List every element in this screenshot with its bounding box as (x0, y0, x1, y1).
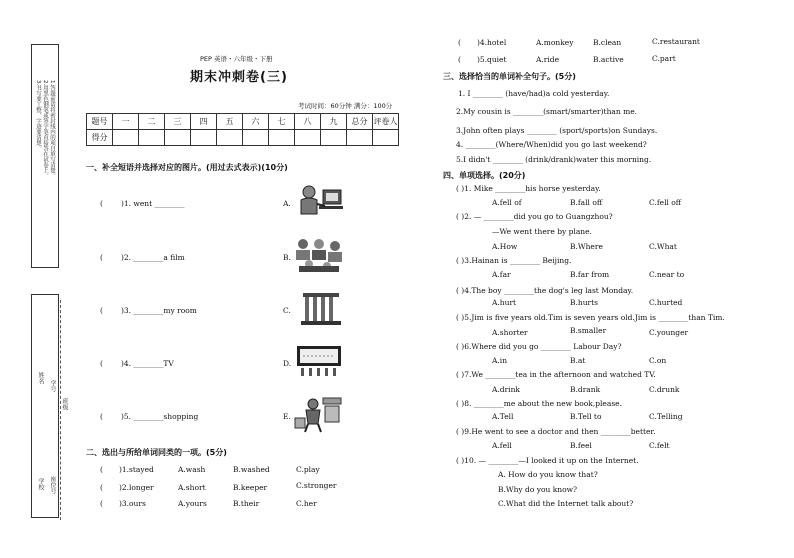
sec2-row-1: ( )1.stayed (100, 465, 154, 474)
sec2-opt: B.clean (593, 38, 622, 47)
sec4-opt: C.What (649, 242, 677, 251)
pic-letter-d: D. (283, 359, 292, 368)
notice-text-3: 3.书写要工整，字迹要清楚。 (35, 80, 41, 152)
sec4-opt: A.Tell (492, 412, 514, 421)
sec2-row-5: ( )5.quiet (458, 55, 507, 64)
score-table (86, 113, 399, 146)
sec4-q5: ( )5.Jim is five years old.Tim is seven years old.Jim is ________than Tim. (456, 313, 725, 322)
sec4-opt: B.Where (570, 242, 603, 251)
score-cell: 得分 (87, 130, 113, 146)
sec4-opt: A.hurt (492, 298, 517, 307)
score-input[interactable] (347, 130, 373, 146)
section-3-title: 三、选择恰当的单词补全句子。(5分) (443, 72, 576, 81)
sec4-opt: A. How do you know that? (498, 470, 598, 479)
sec2-opt: C.her (296, 499, 317, 508)
sec4-opt: B.drank (570, 385, 601, 394)
sec4-q1: ( )1. Mike ________his horse yesterday. (456, 184, 601, 193)
notice-text-2: 2.用黑色钢笔或签字笔直接答在试卷上。 (42, 80, 48, 179)
score-cell: 二 (139, 114, 165, 130)
sec4-q2: ( )2. — ________did you go to Guangzhou? (456, 212, 613, 221)
sec4-opt: B.at (570, 356, 586, 365)
score-cell: 三 (165, 114, 191, 130)
sec3-line-2: 2.My cousin is ________(smart/smarter)than me. (456, 107, 638, 116)
answer-blank[interactable]: ________my room (133, 306, 197, 315)
sec4-opt: A.drink (492, 385, 520, 394)
score-cell: 题号 (87, 114, 113, 130)
sec2-row-4: ( )4.hotel (458, 38, 507, 47)
sec1-item-4: ( )4. ________TV (100, 359, 174, 368)
sec4-q9: ( )9.He went to see a doctor and then ________better. (456, 427, 656, 436)
sec3-line-5: 5.I didn't ________ (drink/drank)water this morning. (456, 155, 652, 164)
score-cell: 九 (321, 114, 347, 130)
score-input[interactable] (139, 130, 165, 146)
score-cell: 一 (113, 114, 139, 130)
sec4-opt: C.fell off (649, 198, 682, 207)
score-cell: 五 (217, 114, 243, 130)
sec3-line-1: 1. I ________ (have/had)a cold yesterday. (458, 89, 610, 98)
picture-a-boy-computer (293, 182, 345, 220)
score-cell: 评卷人 (373, 114, 399, 130)
sec4-q7: ( )7.We ________tea in the afternoon and watched TV. (456, 370, 656, 379)
sec4-opt: A.in (492, 356, 508, 365)
sec2-opt: A.wash (178, 465, 206, 474)
sec4-opt: A.How (492, 242, 518, 251)
sec4-opt: C.Telling (649, 412, 683, 421)
pic-letter-e: E. (283, 412, 291, 421)
sec2-opt: B.their (233, 499, 260, 508)
sec4-opt: C.What did the Internet talk about? (498, 499, 634, 508)
sec4-q6: ( )6.Where did you go ________ Labour Day? (456, 342, 622, 351)
picture-b-cinema (293, 236, 345, 274)
answer-blank[interactable]: ________TV (133, 359, 174, 368)
sec4-q3: ( )3.Hainan is ________ Beijing. (456, 256, 572, 265)
sec4-opt: B.Why do you know? (498, 485, 578, 494)
sec4-opt: B.hurts (570, 298, 599, 307)
score-input[interactable] (321, 130, 347, 146)
exam-info: 考试时间：60分钟 满分：100分 (298, 102, 393, 110)
label-school: 学校 (37, 478, 44, 490)
picture-d-tv (293, 342, 345, 380)
label-name: 姓名 (37, 372, 44, 384)
sec1-item-2: ( )2. ________a film (100, 253, 185, 262)
sec2-opt: C.stronger (296, 481, 337, 490)
sec2-opt: A.ride (536, 55, 560, 64)
score-cell: 四 (191, 114, 217, 130)
sec1-item-1: ( )1. went ________ (100, 199, 185, 208)
sec4-opt: B.far from (570, 270, 610, 279)
sec4-opt: C.on (649, 356, 667, 365)
label-seat: 座位号 (49, 476, 56, 494)
sec4-opt: C.younger (649, 328, 689, 337)
sec2-opt: C.play (296, 465, 320, 474)
notice-text-1: 1.答题前请将密封线内的项目填写清楚。 (49, 80, 55, 179)
score-input[interactable] (295, 130, 321, 146)
sec4-opt: B.feel (570, 441, 592, 450)
sec4-opt: B.Tell to (570, 412, 602, 421)
sec4-opt: C.felt (649, 441, 670, 450)
answer-blank[interactable]: ________ (154, 199, 185, 208)
sec4-q4: ( )4.The boy ________the dog's leg last Monday. (456, 286, 634, 295)
sec4-q2-reply: —We went there by plane. (492, 227, 592, 236)
score-input[interactable] (217, 130, 243, 146)
picture-c-room (293, 289, 345, 327)
sec4-opt: C.hurted (649, 298, 683, 307)
sec3-line-3: 3.John often plays ________ (sport/sports)on Sundays. (456, 126, 658, 135)
sec2-opt: B.active (593, 55, 624, 64)
sec2-opt: A.yours (178, 499, 207, 508)
sec2-opt: C.part (652, 54, 676, 63)
sec4-opt: C.drunk (649, 385, 680, 394)
answer-blank[interactable]: ________shopping (133, 412, 199, 421)
score-input[interactable] (243, 130, 269, 146)
score-cell: 八 (295, 114, 321, 130)
sec1-item-5: ( )5. ________shopping (100, 412, 199, 421)
score-cell: 六 (243, 114, 269, 130)
sec4-opt: C.near to (649, 270, 685, 279)
pic-letter-b: B. (283, 253, 291, 262)
header-subtitle: PEP 英语・六年级・下册 (200, 55, 273, 63)
sec2-row-2: ( )2.longer (100, 483, 154, 492)
sec3-line-4: 4. ________(Where/When)did you go last weekend? (456, 140, 647, 149)
sec4-q10: ( )10. — ________—I looked it up on the Internet. (456, 456, 639, 465)
section-1-title: 一、补全短语并选择对应的图片。(用过去式表示)(10分) (86, 163, 288, 172)
score-input[interactable] (373, 130, 399, 146)
section-4-title: 四、单项选择。(20分) (443, 171, 526, 180)
score-input[interactable] (269, 130, 295, 146)
sec4-opt: A.shorter (492, 328, 528, 337)
page-title: 期末冲刺卷(三) (190, 70, 288, 85)
score-cell: 七 (269, 114, 295, 130)
sec2-opt: C.restaurant (652, 37, 700, 46)
sec2-opt: B.washed (233, 465, 270, 474)
score-cell: 总分 (347, 114, 373, 130)
sec2-row-3: ( )3.ours (100, 499, 146, 508)
sec4-opt: B.fall off (570, 198, 603, 207)
sec4-opt: A.fell (492, 441, 512, 450)
sec4-opt: A.fell of (492, 198, 522, 207)
section-2-title: 二、选出与所给单词同类的一项。(5分) (86, 448, 227, 457)
score-input[interactable] (165, 130, 191, 146)
label-id: 学号 (49, 380, 56, 392)
sec2-opt: A.monkey (536, 38, 574, 47)
sec4-opt: A.far (492, 270, 511, 279)
sec1-item-3: ( )3. ________my room (100, 306, 197, 315)
sec4-q8: ( )8. ________me about the new book,please. (456, 399, 623, 408)
sec2-opt: A.short (178, 483, 206, 492)
picture-e-shopping (293, 394, 345, 434)
score-input[interactable] (191, 130, 217, 146)
answer-blank[interactable]: ________a film (133, 253, 185, 262)
sec2-opt: B.keeper (233, 483, 268, 492)
score-input[interactable] (113, 130, 139, 146)
pic-letter-a: A. (283, 199, 291, 208)
seal-line (60, 300, 61, 520)
pic-letter-c: C. (283, 306, 291, 315)
label-class: 班级 (61, 398, 68, 410)
sec4-opt: B.smaller (570, 326, 607, 335)
